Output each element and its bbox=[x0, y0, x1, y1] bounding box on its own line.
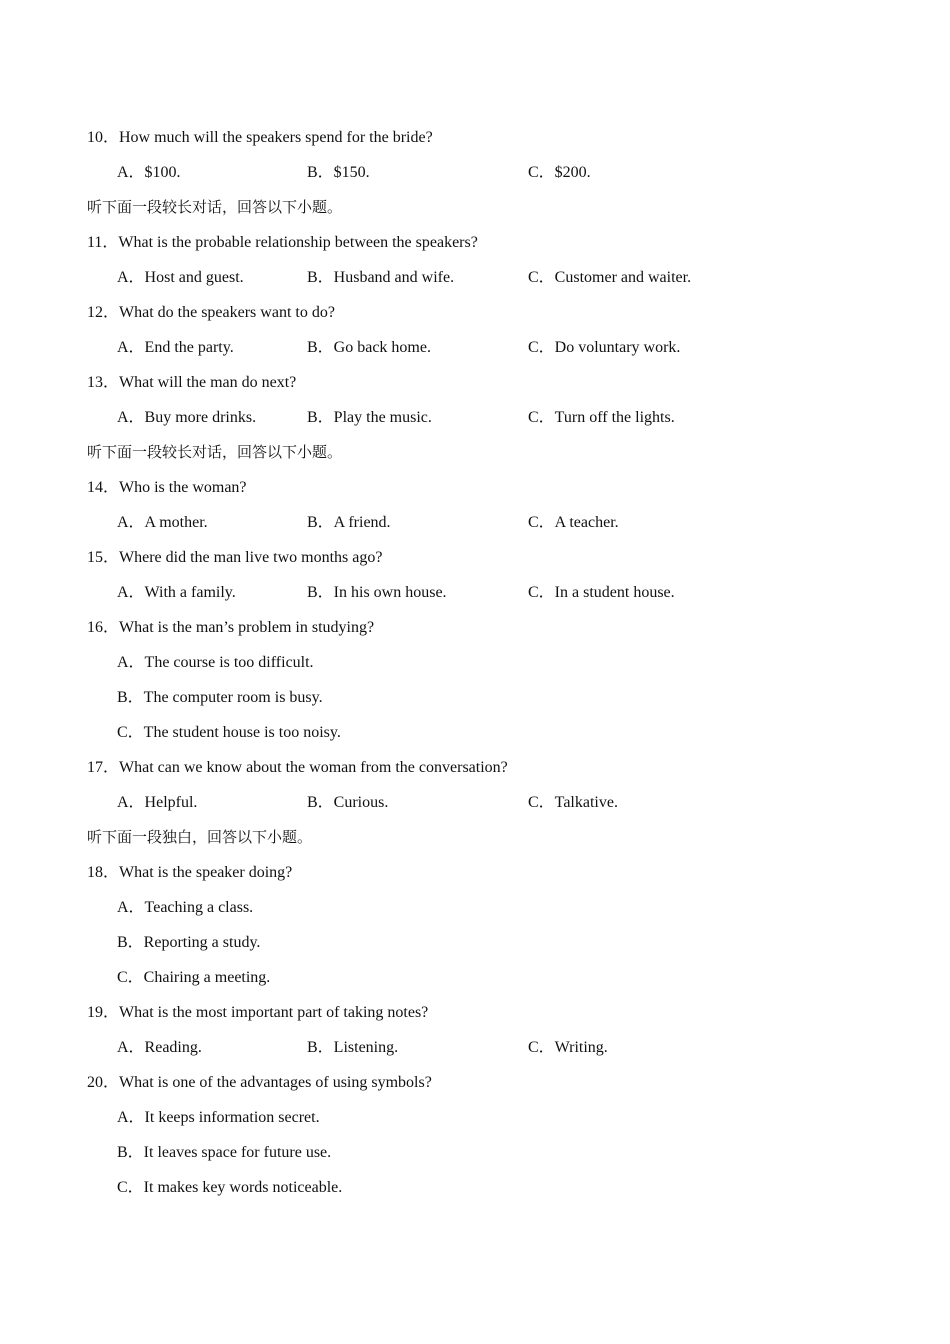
exam-document bbox=[87, 120, 887, 1205]
answer-option: A．Teaching a class. bbox=[117, 899, 254, 916]
option-a: A．$100. bbox=[117, 164, 181, 181]
question-text: 15．Where did the man live two months ago? bbox=[87, 549, 383, 566]
answer-option: B．It leaves space for future use. bbox=[117, 1144, 332, 1161]
question-text: 16．What is the man’s problem in studying? bbox=[87, 619, 375, 636]
option-b: B．Listening. bbox=[307, 1039, 399, 1056]
section-instruction: 听下面一段较长对话，回答以下小题。 bbox=[87, 198, 343, 216]
option-a: A．Host and guest. bbox=[117, 269, 244, 286]
question-text: 10．How much will the speakers spend for the bride? bbox=[87, 129, 433, 146]
question-text: 13．What will the man do next? bbox=[87, 374, 297, 391]
option-a: A．With a family. bbox=[117, 584, 236, 601]
option-b: B．$150. bbox=[307, 164, 370, 181]
option-b: B．Play the music. bbox=[307, 409, 432, 426]
option-a: A．Reading. bbox=[117, 1039, 202, 1056]
question-text: 11．What is the probable relationship between the speakers? bbox=[87, 234, 478, 251]
option-a: A．Buy more drinks. bbox=[117, 409, 257, 426]
answer-options-row bbox=[87, 1030, 887, 1065]
answer-options-row bbox=[87, 155, 887, 190]
option-b: B．Curious. bbox=[307, 794, 389, 811]
option-a: A．End the party. bbox=[117, 339, 234, 356]
option-c: C．$200. bbox=[528, 164, 591, 181]
answer-option: C．Chairing a meeting. bbox=[117, 969, 271, 986]
option-c: C．Turn off the lights. bbox=[528, 409, 675, 426]
answer-options-row bbox=[87, 400, 887, 435]
option-c: C．Writing. bbox=[528, 1039, 608, 1056]
option-b: B．Husband and wife. bbox=[307, 269, 455, 286]
answer-option: B．Reporting a study. bbox=[117, 934, 261, 951]
question-text: 14．Who is the woman? bbox=[87, 479, 247, 496]
answer-options-row bbox=[87, 785, 887, 820]
question-text: 12．What do the speakers want to do? bbox=[87, 304, 335, 321]
answer-option: A．The course is too difficult. bbox=[117, 654, 314, 671]
question-text: 20．What is one of the advantages of using symbols? bbox=[87, 1074, 432, 1091]
question-text: 19．What is the most important part of taking notes? bbox=[87, 1004, 429, 1021]
answer-option: C．The student house is too noisy. bbox=[117, 724, 341, 741]
option-c: C．Do voluntary work. bbox=[528, 339, 681, 356]
section-instruction: 听下面一段独白，回答以下小题。 bbox=[87, 828, 313, 846]
answer-options-row bbox=[87, 505, 887, 540]
answer-options-row bbox=[87, 575, 887, 610]
answer-option: B．The computer room is busy. bbox=[117, 689, 323, 706]
option-b: B．A friend. bbox=[307, 514, 391, 531]
option-b: B．In his own house. bbox=[307, 584, 447, 601]
option-c: C．In a student house. bbox=[528, 584, 675, 601]
option-a: A．A mother. bbox=[117, 514, 208, 531]
option-b: B．Go back home. bbox=[307, 339, 431, 356]
option-c: C．Talkative. bbox=[528, 794, 618, 811]
question-text: 18．What is the speaker doing? bbox=[87, 864, 293, 881]
answer-options-row bbox=[87, 260, 887, 295]
answer-option: C．It makes key words noticeable. bbox=[117, 1179, 343, 1196]
answer-option: A．It keeps information secret. bbox=[117, 1109, 320, 1126]
section-instruction: 听下面一段较长对话，回答以下小题。 bbox=[87, 443, 343, 461]
option-c: C．Customer and waiter. bbox=[528, 269, 692, 286]
option-a: A．Helpful. bbox=[117, 794, 198, 811]
option-c: C．A teacher. bbox=[528, 514, 619, 531]
question-text: 17．What can we know about the woman from the conversation? bbox=[87, 759, 508, 776]
answer-options-row bbox=[87, 330, 887, 365]
